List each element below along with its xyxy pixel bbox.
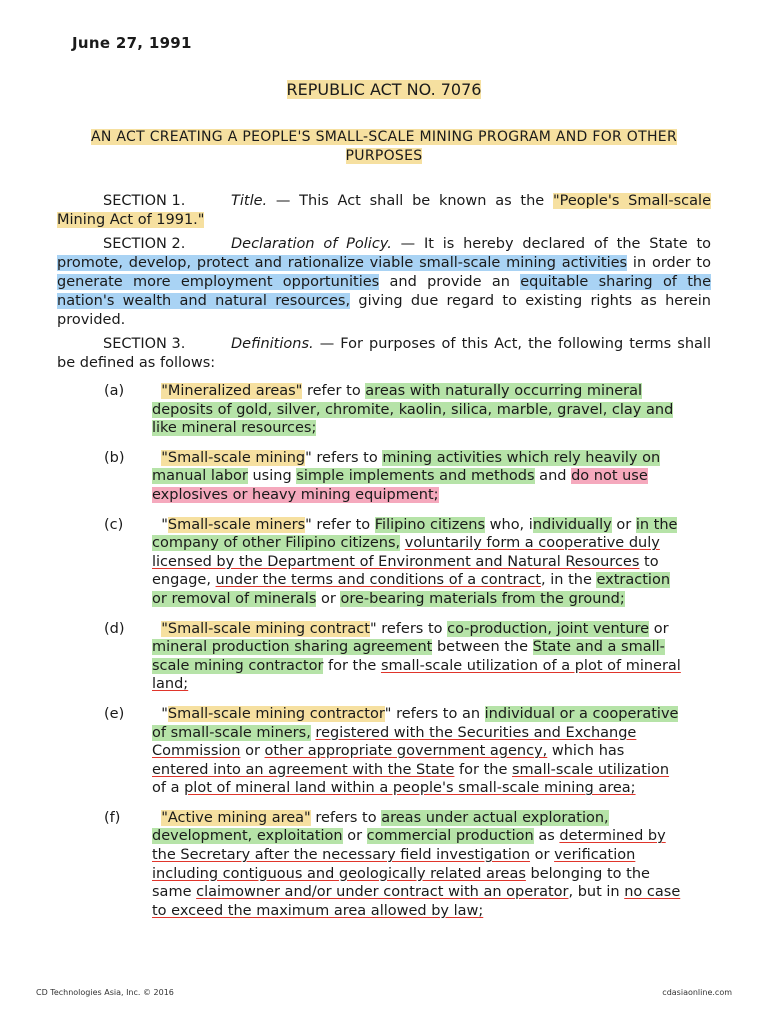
definition-text: or [342,828,367,845]
section-2 [57,235,711,330]
definition-text: using [247,468,297,485]
definition-text: or [649,620,669,637]
footer-website: cdasiaonline.com [662,988,732,997]
act-subtitle [56,128,712,166]
definition-text: of a [152,780,185,797]
footer-copyright: CD Technologies Asia, Inc. © 2016 [36,988,174,997]
definition-text: for the [323,657,381,674]
definition-e [104,705,684,798]
act-title [0,80,768,99]
red-underline: small-scale utilization [512,761,670,778]
definition-text: which has [547,743,625,760]
red-underline: plot of mineral land within a people's small-scale mining area; [184,780,636,797]
definition-text: or [240,743,265,760]
red-underline: registered with the Securities and Exchange Commission [152,724,637,760]
definition-label: (f) [104,809,121,826]
definition-text: " refer to [305,516,375,533]
green-highlight: co-production, joint venture [447,620,650,637]
definitions-list [104,382,684,931]
definition-text: between the [432,639,533,656]
green-highlight: mining activities which rely heavily on manual labor [152,449,661,485]
act-title-text: REPUBLIC ACT NO. 7076 [286,80,482,99]
definition-term: Small-scale miners [167,516,306,533]
green-highlight: in the company of other Filipino citizens, [152,516,678,552]
definition-text: as [533,828,560,845]
section-3-number: SECTION 3. [103,336,186,352]
definition-label: (d) [104,620,125,637]
section-2-text: in order to [627,255,711,271]
section-1-text: — This Act shall be known as the [267,193,553,209]
document-date: June 27, 1991 [72,34,192,52]
green-highlight: areas with naturally occurring mineral deposits of gold, silver, chromite, kaolin, silica, marble, gravel, clay and like mineral resources; [152,383,674,437]
definition-c [104,516,684,609]
red-underline: entered into an agreement with the State [152,761,455,778]
section-3-heading: Definitions. [231,336,314,352]
definition-label: (a) [104,383,125,399]
red-underline: verification including contiguous and geologically related areas [152,847,636,882]
green-highlight: State and a small-scale mining contractor [152,639,665,674]
red-underline: other appropriate government agency, [264,743,548,760]
red-underline: small-scale utilization of a plot of mineral land; [152,657,681,693]
definition-f [104,809,684,921]
green-highlight: mineral production sharing agreement [152,639,433,656]
green-highlight: individual or a cooperative of small-scale miners, [152,705,679,741]
red-underline: claimowner and/or under contract with an operator [196,884,569,901]
pink-highlight: do not use explosives or heavy mining equipment; [152,468,648,503]
green-highlight: areas under actual exploration, development, exploitation [152,809,609,845]
red-underline: no case to exceed the maximum area allowed by law; [152,884,681,919]
definition-d [104,620,684,694]
definition-text: " [161,516,168,533]
definition-text: belonging to the same [152,865,650,901]
definition-label: (c) [104,516,124,533]
section-3-text: — For purposes of this Act, the following terms shall be defined as follows: [57,336,711,371]
section-2-heading: Declaration of Policy. [231,236,392,252]
section-2-text: and provide an [379,274,521,290]
definition-text: who, i [485,516,533,533]
definition-term: "Active mining area" [161,809,311,826]
definition-term: "Small-scale mining [161,449,306,466]
definition-text: " refers to [369,620,448,637]
section-1 [57,192,711,230]
green-highlight: commercial production [366,828,534,845]
section-2-highlight: generate more employment opportunities [57,274,380,290]
green-highlight: ore-bearing materials from the ground; [340,590,625,607]
definition-text: or [316,590,341,607]
definition-text: or [611,516,636,533]
section-2-highlight: promote, develop, protect and rationalize viable small-scale mining activities [57,255,628,271]
definition-text: " [161,705,168,722]
definition-term: Small-scale mining contractor [167,705,385,722]
definition-text: for the [454,761,512,778]
section-2-text: — It is hereby declared of the State to [391,236,711,252]
green-highlight: extraction or removal of minerals [152,572,671,607]
definition-text: , in the [541,572,597,589]
definition-text: refers to [310,809,382,826]
green-highlight: Filipino citizens [374,516,486,533]
section-1-highlight: "People's Small-scale Mining Act of 1991." [57,193,711,228]
green-highlight: ndividually [532,516,612,533]
definition-text: , but in [568,884,625,901]
section-2-text: giving due regard to existing rights as herein provided. [57,293,711,328]
red-underline: under the terms and conditions of a contract [215,572,542,589]
definition-text: " refers to an [384,705,485,722]
definition-text: to engage, [152,553,659,589]
act-subtitle-text: AN ACT CREATING A PEOPLE'S SMALL-SCALE MINING PROGRAM AND FOR OTHER PURPOSES [91,129,677,164]
definition-text: or [530,847,555,864]
definition-a [104,382,684,438]
section-1-heading: Title. [231,193,268,209]
definition-b [104,449,684,505]
section-3 [57,335,711,373]
definition-text: refer to [302,383,366,399]
red-underline: voluntarily form a cooperative duly licensed by the Department of Environment and Natural Resources [152,535,660,570]
section-2-number: SECTION 2. [103,236,186,252]
definition-label: (e) [104,705,125,722]
section-1-number: SECTION 1. [103,193,186,209]
green-highlight: simple implements and methods [296,468,535,485]
red-underline: determined by the Secretary after the necessary field investigation [152,828,666,864]
definition-text: and [534,468,572,485]
sections-body [57,192,711,378]
definition-term: "Small-scale mining contract [161,620,370,637]
definition-term: "Mineralized areas" [161,383,303,399]
definition-label: (b) [104,449,125,466]
section-2-highlight: equitable sharing of the nation's wealth and natural resources, [57,274,712,309]
definition-text: " refers to [305,449,383,466]
